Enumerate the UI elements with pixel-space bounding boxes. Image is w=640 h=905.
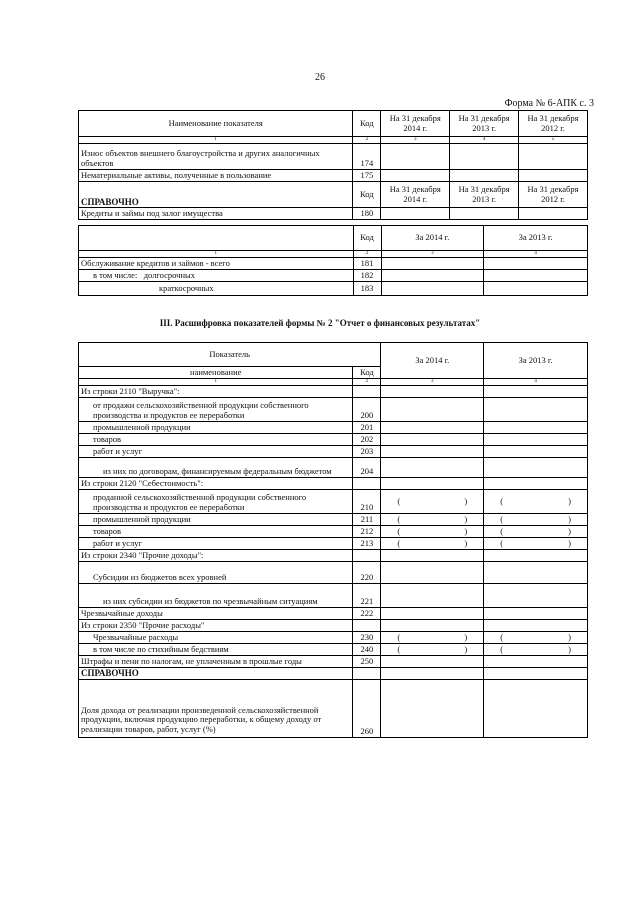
header-2013: На 31 декабря 2013 г. xyxy=(450,182,519,208)
value-cell[interactable] xyxy=(484,258,588,270)
negative-value-brackets xyxy=(383,633,481,643)
value-cell[interactable] xyxy=(381,644,484,656)
value-cell[interactable] xyxy=(381,514,484,526)
col-number: 4 xyxy=(484,379,588,386)
col-number: 1 xyxy=(79,251,354,258)
col-number: 5 xyxy=(519,137,588,144)
row-code: 175 xyxy=(353,170,381,182)
col-number: 2 xyxy=(353,379,381,386)
value-cell[interactable] xyxy=(484,656,588,668)
value-cell[interactable] xyxy=(484,608,588,620)
value-cell[interactable] xyxy=(381,422,484,434)
negative-value-brackets xyxy=(383,527,481,537)
negative-value-brackets xyxy=(486,515,585,525)
table-row xyxy=(79,282,588,296)
row-code: 204 xyxy=(353,458,381,478)
table-row xyxy=(79,608,588,620)
negative-value-brackets xyxy=(486,539,585,549)
row-code: 182 xyxy=(353,270,381,282)
table-row xyxy=(79,656,588,668)
paren-open: ( xyxy=(500,537,504,548)
paren-close: ) xyxy=(464,631,468,642)
row-code: 210 xyxy=(353,490,381,514)
row-label: Доля дохода от реализации произведенной сельскохозяйственной продукции, включая продукцию переработки, к общему доходу от реализации товаров, работ, услуг (%) xyxy=(79,680,353,738)
table-row xyxy=(79,550,588,562)
row-label: работ и услуг xyxy=(79,538,353,550)
value-cell[interactable] xyxy=(450,144,519,170)
row-label: из них субсидии из бюджетов по чрезвычайным ситуациям xyxy=(79,584,353,608)
value-cell[interactable] xyxy=(484,632,588,644)
value-cell[interactable] xyxy=(381,490,484,514)
paren-close: ) xyxy=(464,537,468,548)
paren-close: ) xyxy=(568,513,571,524)
paren-close: ) xyxy=(464,513,468,524)
row-label: Из строки 2110 "Выручка": xyxy=(79,386,353,398)
row-code: 211 xyxy=(353,514,381,526)
row-code xyxy=(353,550,381,562)
paren-open: ( xyxy=(397,495,401,506)
value-cell[interactable] xyxy=(484,526,588,538)
table-row xyxy=(79,422,588,434)
value-cell[interactable] xyxy=(484,644,588,656)
value-cell[interactable] xyxy=(381,144,450,170)
header-2013: За 2013 г. xyxy=(484,343,588,379)
paren-open: ( xyxy=(397,631,401,642)
paren-close: ) xyxy=(568,537,571,548)
row-label: Чрезвычайные расходы xyxy=(79,632,353,644)
row-label: Из строки 2350 "Прочие расходы" xyxy=(79,620,353,632)
row-label: Износ объектов внешнего благоустройства и других аналогичных объектов xyxy=(79,144,353,170)
table-row xyxy=(79,144,588,170)
paren-close: ) xyxy=(568,525,571,536)
header-code: Код xyxy=(353,111,381,137)
value-cell[interactable] xyxy=(381,562,484,584)
value-cell[interactable] xyxy=(381,632,484,644)
value-cell[interactable] xyxy=(381,526,484,538)
value-cell[interactable] xyxy=(381,550,484,562)
value-cell[interactable] xyxy=(381,258,484,270)
row-label: из них по договорам, финансируемым федеральным бюджетом xyxy=(79,458,353,478)
paren-close: ) xyxy=(464,495,468,506)
paren-close: ) xyxy=(568,495,571,506)
row-label: от продажи сельскохозяйственной продукции собственного производства и продуктов ее переработки xyxy=(79,398,353,422)
value-cell[interactable] xyxy=(519,208,588,220)
paren-open: ( xyxy=(397,513,401,524)
paren-open: ( xyxy=(500,643,504,654)
negative-value-brackets xyxy=(486,645,585,655)
header-blank xyxy=(79,226,354,251)
table-row xyxy=(79,538,588,550)
value-cell[interactable] xyxy=(484,490,588,514)
negative-value-brackets xyxy=(486,633,585,643)
table-row xyxy=(79,490,588,514)
paren-close: ) xyxy=(568,643,571,654)
row-code xyxy=(353,668,381,680)
row-code xyxy=(353,386,381,398)
table-row xyxy=(79,584,588,608)
paren-open: ( xyxy=(500,631,504,642)
row-label: товаров xyxy=(79,434,353,446)
value-cell[interactable] xyxy=(381,386,484,398)
row-label-text: долгосрочных xyxy=(143,269,195,280)
row-code: 181 xyxy=(353,258,381,270)
row-code: 240 xyxy=(353,644,381,656)
row-label: Штрафы и пени по налогам, не уплаченным в прошлые годы xyxy=(79,656,353,668)
paren-close: ) xyxy=(464,643,468,654)
row-code: 183 xyxy=(353,282,381,296)
row-code: 221 xyxy=(353,584,381,608)
paren-open: ( xyxy=(500,513,504,524)
header-2014: За 2014 г. xyxy=(381,226,484,251)
table-row xyxy=(79,386,588,398)
row-code: 213 xyxy=(353,538,381,550)
row-label-prefix: в том числе: xyxy=(93,269,138,280)
paren-open: ( xyxy=(397,525,401,536)
value-cell[interactable] xyxy=(484,446,588,458)
col-number: 3 xyxy=(381,251,484,258)
value-cell[interactable] xyxy=(381,478,484,490)
value-cell[interactable] xyxy=(484,398,588,422)
value-cell[interactable] xyxy=(381,458,484,478)
value-cell[interactable] xyxy=(484,270,588,282)
row-code: 202 xyxy=(353,434,381,446)
value-cell[interactable] xyxy=(381,620,484,632)
table-financial-results xyxy=(78,342,588,738)
table-row xyxy=(79,398,588,422)
header-2012: На 31 декабря 2012 г. xyxy=(519,182,588,208)
table-row xyxy=(79,478,588,490)
col-number: 2 xyxy=(353,251,381,258)
paren-open: ( xyxy=(500,495,504,506)
paren-open: ( xyxy=(397,537,401,548)
paren-open: ( xyxy=(500,525,504,536)
table-balance-extra xyxy=(78,110,588,220)
negative-value-brackets xyxy=(383,645,481,655)
value-cell[interactable] xyxy=(519,144,588,170)
table-row xyxy=(79,208,588,220)
value-cell[interactable] xyxy=(381,208,450,220)
value-cell[interactable] xyxy=(484,562,588,584)
row-label: товаров xyxy=(79,526,353,538)
value-cell[interactable] xyxy=(381,680,484,738)
table-row xyxy=(79,680,588,738)
paren-open: ( xyxy=(397,643,401,654)
header-code: Код xyxy=(353,226,381,251)
row-label: в том числе по стихийным бедствиям xyxy=(79,644,353,656)
col-number: 4 xyxy=(450,137,519,144)
header-indicator: Показатель xyxy=(79,343,381,367)
value-cell[interactable] xyxy=(381,656,484,668)
spravochno-label: СПРАВОЧНО xyxy=(79,182,353,208)
row-label: Чрезвычайные доходы xyxy=(79,608,353,620)
paren-close: ) xyxy=(464,525,468,536)
row-label: работ и услуг xyxy=(79,446,353,458)
col-number: 1 xyxy=(79,137,353,144)
row-label: Из строки 2340 "Прочие доходы": xyxy=(79,550,353,562)
value-cell[interactable] xyxy=(484,458,588,478)
row-code xyxy=(353,620,381,632)
value-cell[interactable] xyxy=(381,584,484,608)
header-2013: На 31 декабря 2013 г. xyxy=(450,111,519,137)
negative-value-brackets xyxy=(486,497,585,507)
col-number: 3 xyxy=(381,137,450,144)
table-row xyxy=(79,258,588,270)
negative-value-brackets xyxy=(383,539,481,549)
col-number: 1 xyxy=(79,379,353,386)
negative-value-brackets xyxy=(486,527,585,537)
row-code: 174 xyxy=(353,144,381,170)
table-row xyxy=(79,644,588,656)
value-cell[interactable] xyxy=(381,446,484,458)
table-row xyxy=(79,668,588,680)
table-row xyxy=(79,514,588,526)
row-label: краткосрочных xyxy=(79,282,354,296)
row-code: 230 xyxy=(353,632,381,644)
table-row xyxy=(79,620,588,632)
section-title: III. Расшифровка показателей формы № 2 "Отчет о финансовых результатах" xyxy=(159,318,481,328)
row-label: Кредиты и займы под залог имущества xyxy=(79,208,353,220)
row-label: Субсидии из бюджетов всех уровней xyxy=(79,562,353,584)
row-label: проданной сельскохозяйственной продукции собственного производства и продуктов ее переработки xyxy=(79,490,353,514)
header-name: наименование xyxy=(79,367,353,379)
row-code: 260 xyxy=(353,680,381,738)
row-code: 220 xyxy=(353,562,381,584)
header-name: Наименование показателя xyxy=(79,111,353,137)
table-row xyxy=(79,434,588,446)
value-cell[interactable] xyxy=(484,620,588,632)
col-number: 3 xyxy=(381,379,484,386)
negative-value-brackets xyxy=(383,515,481,525)
value-cell[interactable] xyxy=(381,270,484,282)
header-code: Код xyxy=(353,182,381,208)
value-cell[interactable] xyxy=(381,608,484,620)
table-row xyxy=(79,446,588,458)
table-row xyxy=(79,270,588,282)
table-row xyxy=(79,458,588,478)
row-label: Обслуживание кредитов и займов - всего xyxy=(79,258,354,270)
value-cell[interactable] xyxy=(484,680,588,738)
value-cell[interactable] xyxy=(450,170,519,182)
value-cell[interactable] xyxy=(484,282,588,296)
table-loans xyxy=(78,225,588,296)
form-label: Форма № 6-АПК с. 3 xyxy=(504,98,594,109)
value-cell[interactable] xyxy=(484,538,588,550)
row-code: 222 xyxy=(353,608,381,620)
header-2012: На 31 декабря 2012 г. xyxy=(519,111,588,137)
row-code: 201 xyxy=(353,422,381,434)
header-2014: На 31 декабря 2014 г. xyxy=(381,111,450,137)
value-cell[interactable] xyxy=(484,386,588,398)
row-code: 200 xyxy=(353,398,381,422)
value-cell[interactable] xyxy=(450,208,519,220)
value-cell[interactable] xyxy=(381,434,484,446)
value-cell[interactable] xyxy=(484,434,588,446)
value-cell[interactable] xyxy=(484,478,588,490)
value-cell[interactable] xyxy=(381,170,450,182)
row-label: СПРАВОЧНО xyxy=(79,668,353,680)
negative-value-brackets xyxy=(383,497,481,507)
row-code: 212 xyxy=(353,526,381,538)
table-row xyxy=(79,562,588,584)
col-number: 2 xyxy=(353,137,381,144)
value-cell[interactable] xyxy=(484,422,588,434)
row-code: 250 xyxy=(353,656,381,668)
row-label xyxy=(79,270,354,282)
table-row xyxy=(79,170,588,182)
table-row xyxy=(79,632,588,644)
row-label: промышленной продукции xyxy=(79,422,353,434)
row-code xyxy=(353,478,381,490)
header-2014: На 31 декабря 2014 г. xyxy=(381,182,450,208)
value-cell[interactable] xyxy=(381,398,484,422)
row-code: 203 xyxy=(353,446,381,458)
value-cell[interactable] xyxy=(381,668,484,680)
row-label: Из строки 2120 "Себестоимость": xyxy=(79,478,353,490)
header-2013: За 2013 г. xyxy=(484,226,588,251)
value-cell[interactable] xyxy=(519,170,588,182)
value-cell[interactable] xyxy=(484,550,588,562)
value-cell[interactable] xyxy=(381,282,484,296)
col-number: 4 xyxy=(484,251,588,258)
paren-close: ) xyxy=(568,631,571,642)
header-code: Код xyxy=(353,367,381,379)
header-2014: За 2014 г. xyxy=(381,343,484,379)
row-label: Нематериальные активы, полученные в пользование xyxy=(79,170,353,182)
table-row xyxy=(79,526,588,538)
value-cell[interactable] xyxy=(484,584,588,608)
value-cell[interactable] xyxy=(381,538,484,550)
page-number: 26 xyxy=(315,72,325,83)
row-label: промышленной продукции xyxy=(79,514,353,526)
value-cell[interactable] xyxy=(484,514,588,526)
value-cell[interactable] xyxy=(484,668,588,680)
row-code: 180 xyxy=(353,208,381,220)
